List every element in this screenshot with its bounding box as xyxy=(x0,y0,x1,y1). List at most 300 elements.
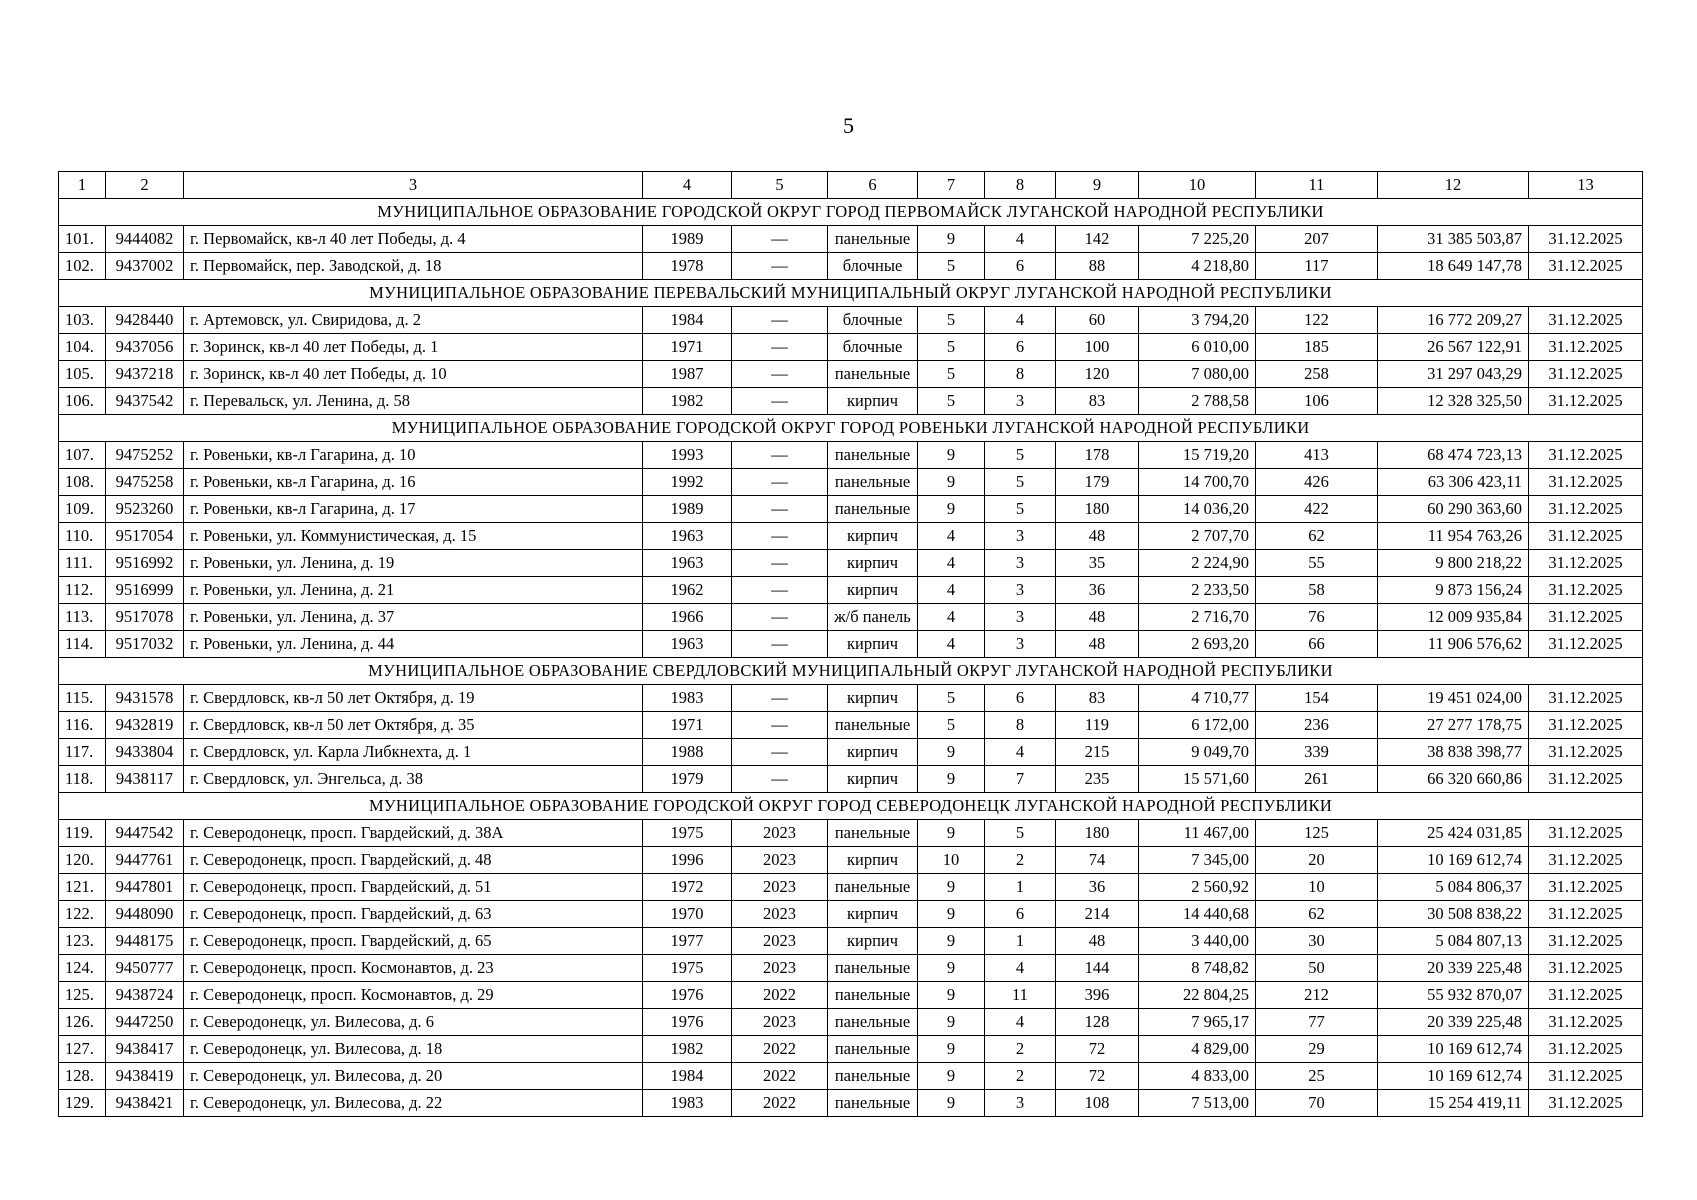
table-cell: 4 xyxy=(985,739,1056,766)
table-cell: г. Первомайск, пер. Заводской, д. 18 xyxy=(184,253,643,280)
table-cell: 3 xyxy=(985,577,1056,604)
table-cell: 31.12.2025 xyxy=(1529,604,1643,631)
table-cell: 142 xyxy=(1056,226,1139,253)
table-cell: 14 036,20 xyxy=(1139,496,1256,523)
table-cell: 339 xyxy=(1256,739,1378,766)
table-cell: 9432819 xyxy=(106,712,184,739)
table-cell: 30 508 838,22 xyxy=(1378,901,1529,928)
section-title: МУНИЦИПАЛЬНОЕ ОБРАЗОВАНИЕ СВЕРДЛОВСКИЙ МУНИЦИПАЛЬНЫЙ ОКРУГ ЛУГАНСКОЙ НАРОДНОЙ РЕСПУБЛИКИ xyxy=(59,658,1643,685)
table-cell: панельные xyxy=(828,469,918,496)
column-header: 13 xyxy=(1529,172,1643,199)
table-cell: 1963 xyxy=(643,523,732,550)
table-cell: 9 xyxy=(918,1036,985,1063)
table-cell: г. Северодонецк, просп. Гвардейский, д. 65 xyxy=(184,928,643,955)
table-row xyxy=(59,307,1643,334)
table-cell: 25 xyxy=(1256,1063,1378,1090)
table-cell: — xyxy=(732,604,828,631)
table-cell: 1 xyxy=(985,928,1056,955)
table-cell: 5 xyxy=(918,712,985,739)
table-cell: 9 800 218,22 xyxy=(1378,550,1529,577)
table-row xyxy=(59,874,1643,901)
table-row xyxy=(59,631,1643,658)
table-cell: 106. xyxy=(59,388,106,415)
table-header-row xyxy=(59,172,1643,199)
table-cell: 1987 xyxy=(643,361,732,388)
table-cell: 31.12.2025 xyxy=(1529,928,1643,955)
table-cell: 9523260 xyxy=(106,496,184,523)
table-cell: 122 xyxy=(1256,307,1378,334)
table-cell: 2022 xyxy=(732,982,828,1009)
table-cell: 3 xyxy=(985,523,1056,550)
table-cell: 66 xyxy=(1256,631,1378,658)
table-cell: 9 xyxy=(918,496,985,523)
table-cell: 2023 xyxy=(732,955,828,982)
table-cell: 8 748,82 xyxy=(1139,955,1256,982)
table-cell: 31.12.2025 xyxy=(1529,577,1643,604)
table-cell: 10 169 612,74 xyxy=(1378,1036,1529,1063)
table-cell: 9448090 xyxy=(106,901,184,928)
table-cell: г. Свердловск, ул. Карла Либкнехта, д. 1 xyxy=(184,739,643,766)
table-cell: 413 xyxy=(1256,442,1378,469)
table-cell: 1966 xyxy=(643,604,732,631)
table-cell: 212 xyxy=(1256,982,1378,1009)
table-cell: 117 xyxy=(1256,253,1378,280)
table-cell: 1975 xyxy=(643,955,732,982)
table-cell: 100 xyxy=(1056,334,1139,361)
table-cell: 107. xyxy=(59,442,106,469)
table-cell: 10 169 612,74 xyxy=(1378,1063,1529,1090)
column-header: 4 xyxy=(643,172,732,199)
table-row xyxy=(59,388,1643,415)
table-cell: блочные xyxy=(828,334,918,361)
table-cell: 9516999 xyxy=(106,577,184,604)
table-cell: 31 297 043,29 xyxy=(1378,361,1529,388)
table-cell: 7 225,20 xyxy=(1139,226,1256,253)
table-row xyxy=(59,685,1643,712)
table-cell: 9 xyxy=(918,442,985,469)
table-cell: 9475258 xyxy=(106,469,184,496)
table-cell: 9 xyxy=(918,955,985,982)
table-cell: 9 xyxy=(918,1063,985,1090)
table-cell: г. Зоринск, кв-л 40 лет Победы, д. 10 xyxy=(184,361,643,388)
table-cell: 235 xyxy=(1056,766,1139,793)
table-cell: 1963 xyxy=(643,550,732,577)
table-cell: г. Ровеньки, кв-л Гагарина, д. 16 xyxy=(184,469,643,496)
table-cell: 9438421 xyxy=(106,1090,184,1117)
table-cell: 55 932 870,07 xyxy=(1378,982,1529,1009)
table-cell: 26 567 122,91 xyxy=(1378,334,1529,361)
table-cell: 179 xyxy=(1056,469,1139,496)
table-cell: 125 xyxy=(1256,820,1378,847)
table-cell: 2023 xyxy=(732,847,828,874)
table-cell: 126. xyxy=(59,1009,106,1036)
table-cell: 108 xyxy=(1056,1090,1139,1117)
table-cell: 125. xyxy=(59,982,106,1009)
table-row xyxy=(59,847,1643,874)
table-cell: 6 010,00 xyxy=(1139,334,1256,361)
table-cell: 9450777 xyxy=(106,955,184,982)
table-cell: 1989 xyxy=(643,496,732,523)
table-cell: 7 513,00 xyxy=(1139,1090,1256,1117)
table-cell: 9 xyxy=(918,901,985,928)
table-cell: г. Перевальск, ул. Ленина, д. 58 xyxy=(184,388,643,415)
table-cell: 4 xyxy=(918,631,985,658)
table-cell: 48 xyxy=(1056,523,1139,550)
table-cell: 119 xyxy=(1056,712,1139,739)
table-cell: 9517032 xyxy=(106,631,184,658)
table-cell: 11 467,00 xyxy=(1139,820,1256,847)
table-cell: 77 xyxy=(1256,1009,1378,1036)
table-cell: г. Свердловск, кв-л 50 лет Октября, д. 35 xyxy=(184,712,643,739)
table-cell: 20 339 225,48 xyxy=(1378,1009,1529,1036)
table-cell: 31.12.2025 xyxy=(1529,712,1643,739)
table-cell: 5 xyxy=(918,388,985,415)
table-cell: 2023 xyxy=(732,874,828,901)
table-cell: 5 xyxy=(985,442,1056,469)
table-cell: — xyxy=(732,766,828,793)
table-row xyxy=(59,901,1643,928)
table-cell: 48 xyxy=(1056,928,1139,955)
table-row xyxy=(59,1036,1643,1063)
table-cell: 111. xyxy=(59,550,106,577)
table-cell: 115. xyxy=(59,685,106,712)
table-cell: 6 xyxy=(985,901,1056,928)
section-row xyxy=(59,280,1643,307)
table-cell: 1971 xyxy=(643,712,732,739)
table-cell: 4 833,00 xyxy=(1139,1063,1256,1090)
table-cell: 31.12.2025 xyxy=(1529,469,1643,496)
table-cell: 1983 xyxy=(643,685,732,712)
table-cell: 72 xyxy=(1056,1036,1139,1063)
table-cell: 50 xyxy=(1256,955,1378,982)
table-row xyxy=(59,820,1643,847)
table-cell: 31.12.2025 xyxy=(1529,631,1643,658)
table-cell: — xyxy=(732,253,828,280)
table-cell: 214 xyxy=(1056,901,1139,928)
table-cell: 124. xyxy=(59,955,106,982)
table-cell: 9437002 xyxy=(106,253,184,280)
table-cell: 9438419 xyxy=(106,1063,184,1090)
table-cell: 31.12.2025 xyxy=(1529,739,1643,766)
table-cell: 30 xyxy=(1256,928,1378,955)
table-cell: 127. xyxy=(59,1036,106,1063)
table-cell: 261 xyxy=(1256,766,1378,793)
table-cell: 258 xyxy=(1256,361,1378,388)
table-cell: 4 xyxy=(985,226,1056,253)
table-cell: — xyxy=(732,496,828,523)
table-cell: 180 xyxy=(1056,496,1139,523)
table-cell: панельные xyxy=(828,1063,918,1090)
table-cell: г. Зоринск, кв-л 40 лет Победы, д. 1 xyxy=(184,334,643,361)
table-cell: 9 xyxy=(918,1009,985,1036)
table-cell: блочные xyxy=(828,307,918,334)
table-cell: г. Артемовск, ул. Свиридова, д. 2 xyxy=(184,307,643,334)
table-cell: панельные xyxy=(828,1036,918,1063)
table-cell: — xyxy=(732,442,828,469)
table-cell: панельные xyxy=(828,982,918,1009)
section-title: МУНИЦИПАЛЬНОЕ ОБРАЗОВАНИЕ ГОРОДСКОЙ ОКРУГ ГОРОД ПЕРВОМАЙСК ЛУГАНСКОЙ НАРОДНОЙ РЕСПУБЛИКИ xyxy=(59,199,1643,226)
table-cell: 4 xyxy=(918,577,985,604)
table-cell: 236 xyxy=(1256,712,1378,739)
table-cell: 9 xyxy=(918,766,985,793)
table-cell: 1989 xyxy=(643,226,732,253)
table-cell: г. Ровеньки, кв-л Гагарина, д. 17 xyxy=(184,496,643,523)
table-cell: г. Северодонецк, ул. Вилесова, д. 20 xyxy=(184,1063,643,1090)
column-header: 7 xyxy=(918,172,985,199)
table-cell: — xyxy=(732,739,828,766)
table-cell: кирпич xyxy=(828,631,918,658)
table-cell: г. Северодонецк, просп. Гвардейский, д. 51 xyxy=(184,874,643,901)
table-cell: 4 xyxy=(918,550,985,577)
table-cell: 31.12.2025 xyxy=(1529,955,1643,982)
table-cell: 3 440,00 xyxy=(1139,928,1256,955)
table-cell: кирпич xyxy=(828,388,918,415)
table-cell: 31.12.2025 xyxy=(1529,1009,1643,1036)
table-row xyxy=(59,928,1643,955)
table-cell: 5 084 807,13 xyxy=(1378,928,1529,955)
table-cell: 83 xyxy=(1056,388,1139,415)
table-cell: 1978 xyxy=(643,253,732,280)
table-cell: 60 xyxy=(1056,307,1139,334)
table-cell: 31.12.2025 xyxy=(1529,388,1643,415)
table-cell: 120. xyxy=(59,847,106,874)
table-cell: 119. xyxy=(59,820,106,847)
table-cell: 55 xyxy=(1256,550,1378,577)
table-cell: 426 xyxy=(1256,469,1378,496)
table-cell: 9447801 xyxy=(106,874,184,901)
column-header: 3 xyxy=(184,172,643,199)
table-row xyxy=(59,496,1643,523)
table-cell: 1984 xyxy=(643,1063,732,1090)
table-cell: 27 277 178,75 xyxy=(1378,712,1529,739)
table-row xyxy=(59,523,1643,550)
table-cell: 122. xyxy=(59,901,106,928)
column-header: 8 xyxy=(985,172,1056,199)
table-cell: 15 719,20 xyxy=(1139,442,1256,469)
table-row xyxy=(59,253,1643,280)
table-cell: 5 xyxy=(918,334,985,361)
table-cell: 9516992 xyxy=(106,550,184,577)
table-cell: 74 xyxy=(1056,847,1139,874)
table-cell: 31.12.2025 xyxy=(1529,901,1643,928)
table-cell: 116. xyxy=(59,712,106,739)
table-cell: 72 xyxy=(1056,1063,1139,1090)
table-cell: 128. xyxy=(59,1063,106,1090)
table-cell: 2022 xyxy=(732,1036,828,1063)
table-cell: 14 700,70 xyxy=(1139,469,1256,496)
table-cell: 5 xyxy=(985,496,1056,523)
section-row xyxy=(59,793,1643,820)
table-cell: 5 xyxy=(918,685,985,712)
table-cell: панельные xyxy=(828,442,918,469)
table-cell: 9447250 xyxy=(106,1009,184,1036)
table-cell: панельные xyxy=(828,1090,918,1117)
table-cell: 6 xyxy=(985,334,1056,361)
table-cell: 9448175 xyxy=(106,928,184,955)
table-cell: 101. xyxy=(59,226,106,253)
table-cell: — xyxy=(732,523,828,550)
table-cell: 10 169 612,74 xyxy=(1378,847,1529,874)
table-cell: 9517054 xyxy=(106,523,184,550)
table-cell: 36 xyxy=(1056,577,1139,604)
table-cell: 6 xyxy=(985,685,1056,712)
table-cell: 25 424 031,85 xyxy=(1378,820,1529,847)
table-cell: 2023 xyxy=(732,901,828,928)
table-cell: 9 873 156,24 xyxy=(1378,577,1529,604)
table-cell: 31 385 503,87 xyxy=(1378,226,1529,253)
table-cell: 31.12.2025 xyxy=(1529,874,1643,901)
table-cell: кирпич xyxy=(828,577,918,604)
table-row xyxy=(59,982,1643,1009)
table-cell: 31.12.2025 xyxy=(1529,847,1643,874)
table-cell: 108. xyxy=(59,469,106,496)
table-cell: 117. xyxy=(59,739,106,766)
table-cell: — xyxy=(732,631,828,658)
table-cell: 7 965,17 xyxy=(1139,1009,1256,1036)
table-cell: 105. xyxy=(59,361,106,388)
table-cell: 31.12.2025 xyxy=(1529,226,1643,253)
table-cell: 4 xyxy=(985,307,1056,334)
table-row xyxy=(59,226,1643,253)
table-cell: 1988 xyxy=(643,739,732,766)
table-cell: г. Свердловск, кв-л 50 лет Октября, д. 19 xyxy=(184,685,643,712)
table-cell: 1982 xyxy=(643,1036,732,1063)
table-cell: панельные xyxy=(828,712,918,739)
table-cell: 31.12.2025 xyxy=(1529,1036,1643,1063)
table-cell: 104. xyxy=(59,334,106,361)
column-header: 1 xyxy=(59,172,106,199)
table-cell: 9 xyxy=(918,1090,985,1117)
table-cell: г. Ровеньки, ул. Ленина, д. 21 xyxy=(184,577,643,604)
table-cell: г. Северодонецк, просп. Гвардейский, д. 38А xyxy=(184,820,643,847)
table-cell: 1962 xyxy=(643,577,732,604)
table-cell: 9 xyxy=(918,226,985,253)
table-cell: кирпич xyxy=(828,847,918,874)
table-cell: кирпич xyxy=(828,685,918,712)
table-cell: г. Ровеньки, кв-л Гагарина, д. 10 xyxy=(184,442,643,469)
table-cell: 7 xyxy=(985,766,1056,793)
table-cell: 6 172,00 xyxy=(1139,712,1256,739)
page-number: 5 xyxy=(843,113,854,138)
table-cell: 109. xyxy=(59,496,106,523)
table-cell: 9 xyxy=(918,928,985,955)
table-row xyxy=(59,955,1643,982)
table-cell: 31.12.2025 xyxy=(1529,523,1643,550)
table-row xyxy=(59,550,1643,577)
table-cell: 88 xyxy=(1056,253,1139,280)
table-cell: 63 306 423,11 xyxy=(1378,469,1529,496)
table-cell: 31.12.2025 xyxy=(1529,550,1643,577)
table-cell: кирпич xyxy=(828,739,918,766)
section-title: МУНИЦИПАЛЬНОЕ ОБРАЗОВАНИЕ ГОРОДСКОЙ ОКРУГ ГОРОД РОВЕНЬКИ ЛУГАНСКОЙ НАРОДНОЙ РЕСПУБЛИКИ xyxy=(59,415,1643,442)
table-cell: 31.12.2025 xyxy=(1529,685,1643,712)
table-cell: 215 xyxy=(1056,739,1139,766)
column-header: 2 xyxy=(106,172,184,199)
table-cell: г. Ровеньки, ул. Ленина, д. 37 xyxy=(184,604,643,631)
table-cell: 70 xyxy=(1256,1090,1378,1117)
table-cell: 185 xyxy=(1256,334,1378,361)
table-cell: 2 693,20 xyxy=(1139,631,1256,658)
table-cell: 102. xyxy=(59,253,106,280)
table-cell: 8 xyxy=(985,712,1056,739)
table-cell: 9438417 xyxy=(106,1036,184,1063)
table-cell: 9475252 xyxy=(106,442,184,469)
table-cell: 31.12.2025 xyxy=(1529,334,1643,361)
table-cell: 144 xyxy=(1056,955,1139,982)
table-cell: кирпич xyxy=(828,550,918,577)
table-cell: 1963 xyxy=(643,631,732,658)
table-cell: 9447542 xyxy=(106,820,184,847)
table-row xyxy=(59,334,1643,361)
table-cell: г. Свердловск, ул. Энгельса, д. 38 xyxy=(184,766,643,793)
table-cell: 35 xyxy=(1056,550,1139,577)
table-cell: панельные xyxy=(828,874,918,901)
table-cell: 31.12.2025 xyxy=(1529,820,1643,847)
table-cell: 1993 xyxy=(643,442,732,469)
column-header: 10 xyxy=(1139,172,1256,199)
table-cell: 1996 xyxy=(643,847,732,874)
section-row xyxy=(59,199,1643,226)
table-cell: 1 xyxy=(985,874,1056,901)
table-row xyxy=(59,1009,1643,1036)
table-cell: — xyxy=(732,577,828,604)
table-cell: 207 xyxy=(1256,226,1378,253)
table-cell: 12 009 935,84 xyxy=(1378,604,1529,631)
table-cell: 5 xyxy=(918,307,985,334)
table-cell: 1976 xyxy=(643,982,732,1009)
column-header: 12 xyxy=(1378,172,1529,199)
table-cell: 106 xyxy=(1256,388,1378,415)
table-cell: 128 xyxy=(1056,1009,1139,1036)
table-row xyxy=(59,712,1643,739)
table-cell: 9428440 xyxy=(106,307,184,334)
table-cell: 1982 xyxy=(643,388,732,415)
table-cell: 5 084 806,37 xyxy=(1378,874,1529,901)
table-cell: 7 345,00 xyxy=(1139,847,1256,874)
table-cell: кирпич xyxy=(828,901,918,928)
table-cell: 20 339 225,48 xyxy=(1378,955,1529,982)
table-cell: 5 xyxy=(985,469,1056,496)
table-cell: 2023 xyxy=(732,820,828,847)
table-cell: панельные xyxy=(828,496,918,523)
table-cell: 1992 xyxy=(643,469,732,496)
table-cell: — xyxy=(732,226,828,253)
table-cell: г. Северодонецк, просп. Космонавтов, д. 23 xyxy=(184,955,643,982)
table-cell: кирпич xyxy=(828,766,918,793)
table-cell: 9437542 xyxy=(106,388,184,415)
table-cell: 31.12.2025 xyxy=(1529,442,1643,469)
table-row xyxy=(59,1063,1643,1090)
table-cell: 2 560,92 xyxy=(1139,874,1256,901)
table-cell: 7 080,00 xyxy=(1139,361,1256,388)
table-cell: 1977 xyxy=(643,928,732,955)
column-header: 11 xyxy=(1256,172,1378,199)
table-cell: 2 xyxy=(985,847,1056,874)
table-cell: 1971 xyxy=(643,334,732,361)
table-cell: г. Ровеньки, ул. Ленина, д. 19 xyxy=(184,550,643,577)
table-cell: 68 474 723,13 xyxy=(1378,442,1529,469)
table-cell: 9438117 xyxy=(106,766,184,793)
table-cell: 2023 xyxy=(732,928,828,955)
table-cell: 10 xyxy=(1256,874,1378,901)
table-cell: — xyxy=(732,712,828,739)
table-cell: 3 xyxy=(985,604,1056,631)
table-row xyxy=(59,766,1643,793)
table-cell: 15 254 419,11 xyxy=(1378,1090,1529,1117)
table-cell: 83 xyxy=(1056,685,1139,712)
table-cell: 1970 xyxy=(643,901,732,928)
table-cell: 2023 xyxy=(732,1009,828,1036)
